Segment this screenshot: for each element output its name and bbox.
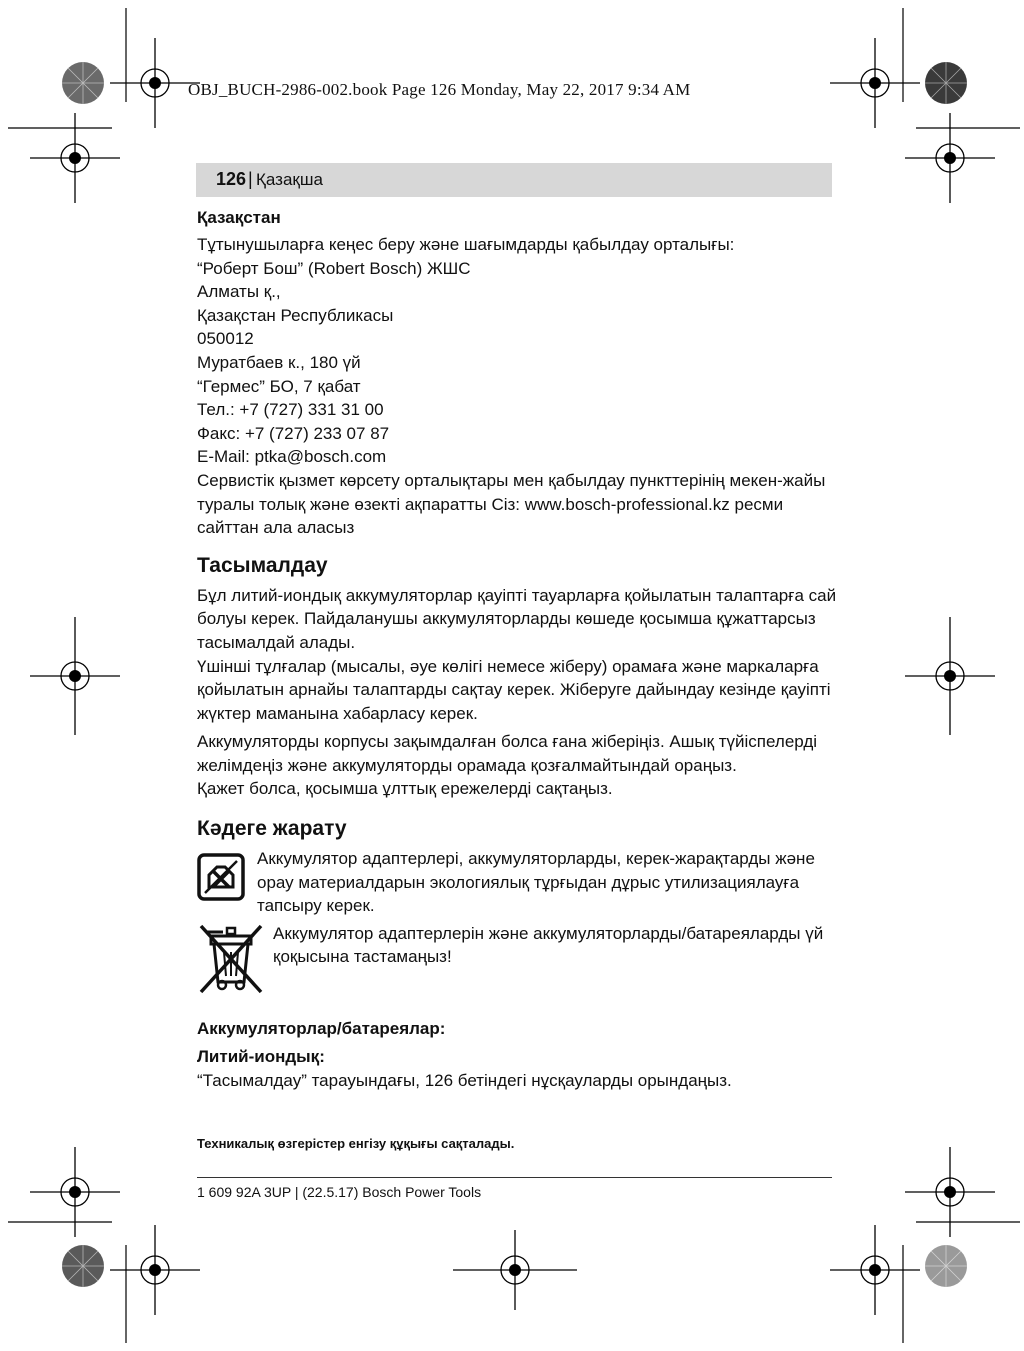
text-line: болуы керек. Пайдаланушы аккумуляторларды көшеде қосымша құжаттарсыз	[197, 609, 816, 629]
li-ion-instruction: “Тасымалдау” тарауындағы, 126 бетіндегі нұсқауларды орындаңыз.	[197, 1070, 732, 1090]
disposal-item-recycle	[197, 847, 837, 918]
address-line: Тұтынушыларға кеңес беру және шағымдарды қабылдау орталығы:	[197, 235, 735, 254]
address-line: “Роберт Бош” (Robert Bosch) ЖШС	[197, 258, 471, 278]
text-line: Бұл литий-иондық аккумуляторлар қауіпті тауарларға қойылатын талаптарға сай	[197, 585, 837, 605]
text-line: Аккумулятор адаптерлері, аккумуляторларды, керек-жарақтарды және	[257, 849, 815, 869]
transport-paragraph-2	[197, 730, 837, 801]
transport-paragraph-1	[197, 584, 837, 726]
address-line: Алматы қ.,	[197, 282, 281, 302]
text-line: қойылатын арнайы талаптарды сақтау керек. Жіберуге дайындау кезінде қауіпті	[197, 680, 831, 700]
recycle-packaging-icon	[197, 847, 257, 906]
transport-title: Тасымалдау	[197, 553, 328, 577]
text-line: Үшінші тұлғалар (мысалы, әуе көлігі немесе жіберу) орамаға және маркаларға	[197, 656, 819, 676]
crossed-out-bin-icon	[197, 922, 273, 999]
page-number: 126	[216, 169, 247, 189]
page-content	[197, 206, 837, 1092]
text-line: қоқысына тастамаңыз!	[273, 947, 452, 967]
text-line: желімдеңіз және аккумуляторды орамада қозғалмайтындай ораңыз.	[197, 755, 737, 775]
kazakhstan-heading: Қазақстан	[197, 208, 281, 227]
address-line: туралы толық және өзекті ақпаратты Сіз: www.bosch-professional.kz ресми	[197, 494, 784, 514]
disposal-item-1-text	[257, 847, 815, 918]
batteries-heading: Аккумуляторлар/батареялар:	[197, 1018, 446, 1038]
print-header: OBJ_BUCH-2986-002.book Page 126 Monday, May 22, 2017 9:34 AM	[188, 80, 691, 99]
kazakhstan-address	[197, 233, 837, 540]
address-line: Тел.: +7 (727) 331 31 00	[197, 400, 384, 420]
address-line: “Гермес” БО, 7 қабат	[197, 376, 361, 396]
text-line: жүктер маманына хабарласу керек.	[197, 703, 478, 723]
text-line: Аккумуляторды корпусы зақымдалған болса ғана жіберіңіз. Ашық түйіспелерді	[197, 732, 818, 752]
page-language: Қазақша	[256, 170, 323, 189]
disposal-title: Кәдеге жарату	[197, 817, 347, 841]
text-line: орау материалдарын экологиялық тұрғыдан дұрыс утилизациялауға	[257, 872, 800, 892]
technical-changes-note: Техникалық өзгерістер енгізу құқығы сақталады.	[197, 1136, 515, 1151]
text-line: Қажет болса, қосымша ұлттық ережелерді сақтаңыз.	[197, 779, 613, 799]
address-line: Факс: +7 (727) 233 07 87	[197, 423, 390, 443]
address-line: E-Mail: ptka@bosch.com	[197, 447, 387, 467]
disposal-item-2-text	[273, 922, 823, 969]
footer-publication-line: 1 609 92A 3UP | (22.5.17) Bosch Power Tools	[197, 1184, 482, 1200]
page-header-bar	[196, 163, 832, 197]
text-line: Аккумулятор адаптерлерін және аккумуляторларды/батареяларды үй	[273, 923, 824, 943]
address-line: Сервистік қызмет көрсету орталықтары мен қабылдау пункттерінің мекен-жайы	[197, 470, 826, 490]
li-ion-heading: Литий-иондық:	[197, 1046, 325, 1066]
disposal-item-bin	[197, 922, 837, 999]
address-line: сайттан ала аласыз	[197, 518, 355, 538]
address-line: Муратбаев к., 180 үй	[197, 352, 361, 372]
footer-divider	[197, 1177, 832, 1178]
header-separator: |	[248, 169, 253, 189]
text-line: тапсыру керек.	[257, 896, 375, 916]
address-line: Қазақстан Республикасы	[197, 305, 394, 325]
address-line: 050012	[197, 329, 254, 349]
text-line: тасымалдай алады.	[197, 632, 356, 652]
